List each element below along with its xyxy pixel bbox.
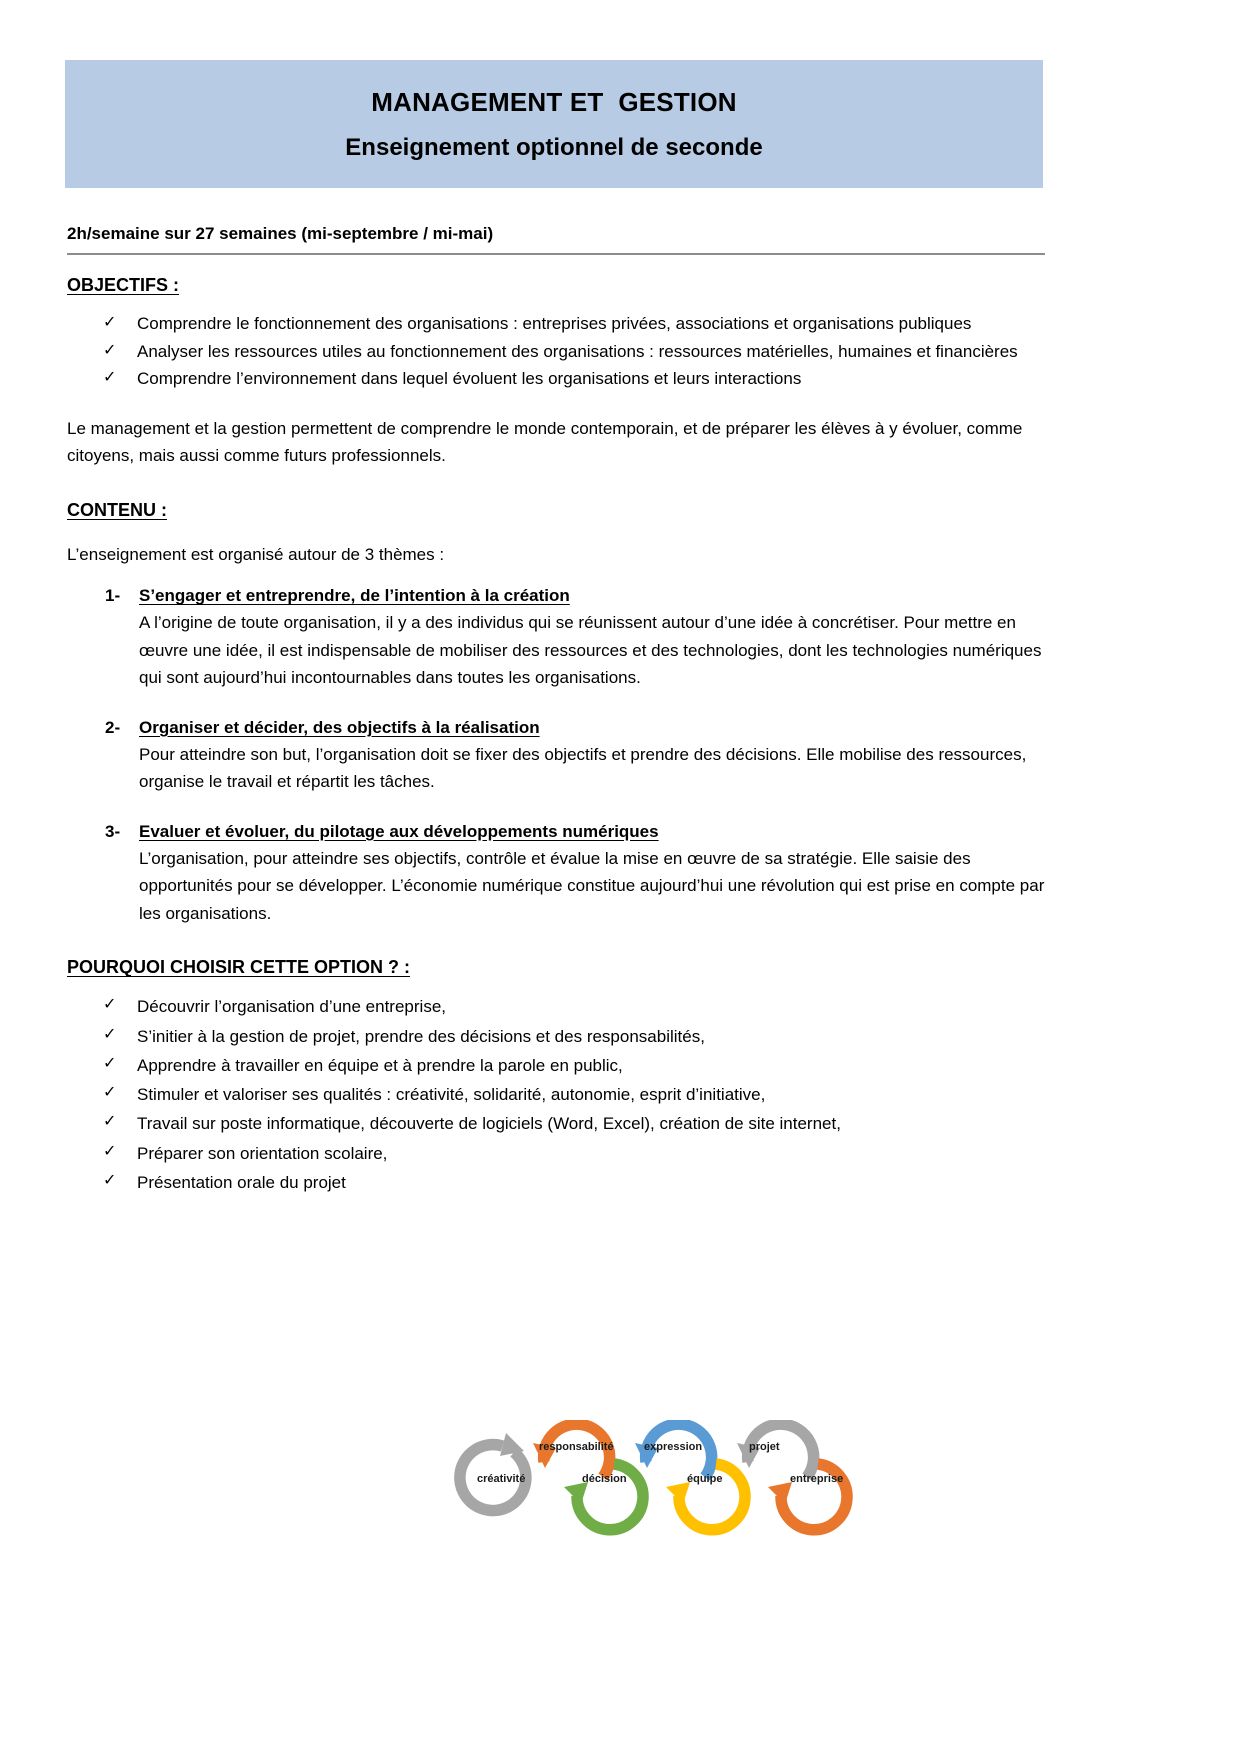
list-item (67, 1022, 1045, 1051)
objectifs-closing-paragraph: Le management et la gestion permettent de comprendre le monde contemporain, et de préparer les élèves à y évoluer, comme citoyens, mais aussi comme futurs professionnels. (67, 418, 1023, 466)
cycle-label-equipe: équipe (687, 1473, 723, 1485)
schedule-line: 2h/semaine sur 27 semaines (mi-septembre / mi-mai) (67, 224, 1045, 255)
list-item (67, 1109, 1045, 1138)
cycle-diagram-svg (432, 1420, 902, 1560)
list-item (67, 992, 1045, 1021)
check-icon: ✓ (103, 1025, 117, 1043)
list-item (67, 1168, 1045, 1197)
check-icon: ✓ (103, 1171, 117, 1189)
section-heading-contenu-label: CONTENU : (67, 499, 167, 520)
check-icon: ✓ (103, 341, 117, 359)
list-item-label: Analyser les ressources utiles au fonctionnement des organisations : ressources matérielles, humaines et financières (137, 341, 1018, 361)
list-item-label: Découvrir l’organisation d’une entreprise, (137, 997, 446, 1017)
list-item (67, 1139, 1045, 1168)
theme-number: 2- (105, 717, 121, 737)
cycle-label-creativite: créativité (477, 1473, 526, 1485)
page-subtitle: Enseignement optionnel de seconde (345, 133, 763, 161)
list-item-label: Comprendre l’environnement dans lequel évoluent les organisations et leurs interactions (137, 369, 802, 389)
theme-title: Organiser et décider, des objectifs à la réalisation (139, 717, 540, 737)
themes-list (67, 586, 1045, 927)
contenu-intro: L’enseignement est organisé autour de 3 thèmes : (67, 544, 445, 564)
list-item-label: Présentation orale du projet (137, 1172, 346, 1192)
list-item-label: S’initier à la gestion de projet, prendre des décisions et des responsabilités, (137, 1026, 705, 1046)
document-body (67, 224, 1045, 1197)
list-item-label: Apprendre à travailler en équipe et à prendre la parole en public, (137, 1055, 623, 1075)
theme-item (67, 822, 1045, 928)
cycle-label-entreprise: entreprise (790, 1473, 844, 1485)
check-icon: ✓ (103, 1113, 117, 1131)
cycle-label-projet: projet (749, 1441, 780, 1453)
check-icon: ✓ (103, 1084, 117, 1102)
check-icon: ✓ (103, 996, 117, 1014)
cycle-ring-creativite (460, 1433, 526, 1511)
section-heading-objectifs-label: OBJECTIFS : (67, 275, 180, 295)
theme-item (67, 718, 1045, 796)
list-item (67, 1080, 1045, 1109)
cycle-label-responsabilite: responsabilité (539, 1441, 614, 1453)
theme-body: Pour atteindre son but, l’organisation doit se fixer des objectifs et prendre des décisions. Elle mobilise des ressources, organise le travail et répartit les tâches. (139, 744, 1027, 792)
theme-number: 1- (105, 586, 121, 606)
theme-body: L’organisation, pour atteindre ses objectifs, contrôle et évalue la mise en œuvre de sa stratégie. Elle saisie des opportunités pour se développer. L’économie numérique constitue aujourd’hui une révolution qui est prise en compte par les organisations. (139, 848, 1045, 923)
list-item-label: Préparer son orientation scolaire, (137, 1143, 388, 1163)
section-heading-pourquoi (67, 957, 1045, 978)
list-item-label: Travail sur poste informatique, découverte de logiciels (Word, Excel), création de site internet, (137, 1114, 841, 1134)
theme-item (67, 586, 1045, 692)
section-heading-objectifs (67, 275, 1045, 296)
list-item (67, 310, 1045, 338)
check-icon: ✓ (103, 314, 117, 331)
list-item (67, 338, 1045, 366)
page-title: MANAGEMENT ET GESTION (371, 86, 737, 117)
document-title-banner (65, 60, 1043, 188)
section-heading-pourquoi-label: POURQUOI CHOISIR CETTE OPTION ? : (67, 957, 411, 978)
theme-title: S’engager et entreprendre, de l’intention à la création (139, 586, 570, 606)
list-item (67, 1051, 1045, 1080)
list-item-label: Comprendre le fonctionnement des organisations : entreprises privées, associations et organisations publiques (137, 314, 972, 333)
cycle-label-expression: expression (644, 1441, 703, 1453)
cycle-label-decision: décision (582, 1473, 627, 1485)
objectifs-list (67, 310, 1045, 393)
check-icon: ✓ (103, 369, 117, 387)
theme-body: A l’origine de toute organisation, il y a des individus qui se réunissent autour d’une idée à concrétiser. Pour mettre en œuvre une idée, il est indispensable de mobiliser des ressources et des technologies, dont les technologies numériques qui sont aujourd’hui incontournables dans toutes les organisations. (139, 613, 1042, 688)
theme-number: 3- (105, 821, 121, 841)
list-item-label: Stimuler et valoriser ses qualités : créativité, solidarité, autonomie, esprit d’initiative, (137, 1085, 766, 1105)
theme-title: Evaluer et évoluer, du pilotage aux développements numériques (139, 821, 659, 841)
section-heading-contenu (67, 500, 1045, 521)
list-item (67, 365, 1045, 393)
check-icon: ✓ (103, 1142, 117, 1160)
pourquoi-list (67, 992, 1045, 1197)
check-icon: ✓ (103, 1054, 117, 1072)
cycle-diagram-graphic (432, 1420, 902, 1560)
